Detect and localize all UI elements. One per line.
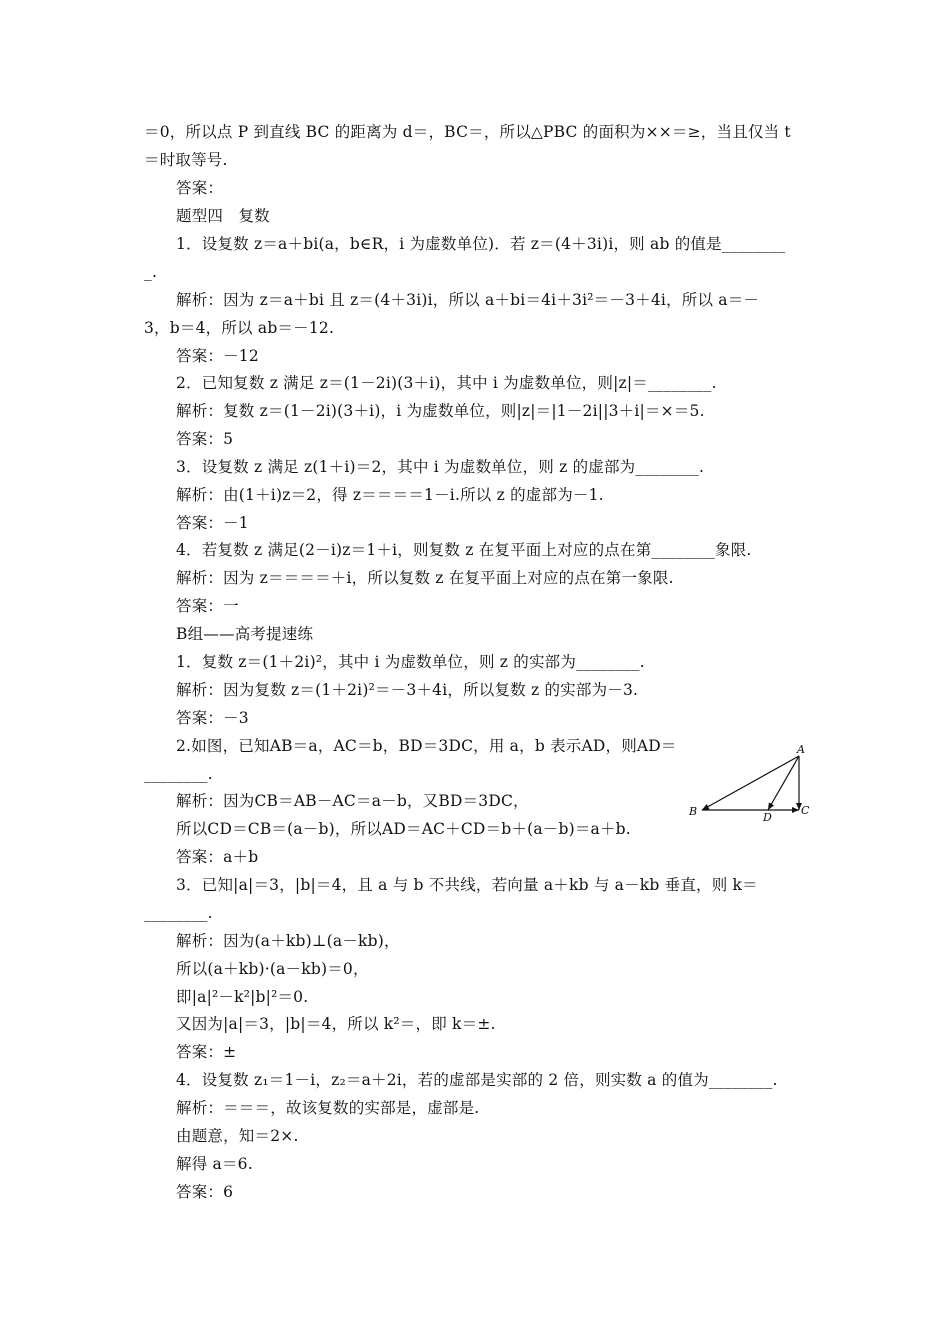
section-heading: B组——高考提速练 [176, 625, 314, 643]
solution-line: 所以CD＝CB＝(a－b)，所以AD＝AC＋CD＝b＋(a－b)＝a＋b. [176, 820, 631, 838]
solution-line: 解析：由(1＋i)z＝2，得 z＝＝＝＝1－i.所以 z 的虚部为－1. [176, 486, 604, 504]
solution-line: 解析：＝＝＝，故该复数的实部是，虚部是. [176, 1099, 480, 1117]
solution-line: 解析：因为 z＝＝＝＝＋i，所以复数 z 在复平面上对应的点在第一象限. [176, 569, 674, 587]
solution-line: 解析：因为(a＋kb)⊥(a－kb)， [176, 932, 400, 950]
answer-line: 答案：－12 [176, 347, 259, 365]
solution-line: 解析：复数 z＝(1－2i)(3＋i)，i 为虚数单位，则|z|＝|1－2i||3＋i|＝×＝5. [176, 402, 705, 420]
answer-line: 答案：一 [176, 597, 239, 615]
solution-line: 又因为|a|＝3，|b|＝4，所以 k²＝，即 k＝±. [176, 1015, 496, 1033]
text-line: ＝0，所以点 P 到直线 BC 的距离为 d＝，BC＝，所以△PBC 的面积为××＝≥，当且仅当 t [144, 123, 791, 141]
question-line: 2.如图，已知AB＝a，AC＝b，BD＝3DC，用 a，b 表示AD，则AD＝ [176, 737, 677, 755]
answer-line: 答案：6 [176, 1183, 234, 1201]
solution-line: 解析：因为 z＝a＋bi 且 z＝(4＋3i)i，所以 a＋bi＝4i＋3i²＝－3＋4i，所以 a＝－ [176, 291, 760, 309]
text-line: _. [144, 263, 158, 281]
label-a: A [797, 743, 805, 756]
question-line: 1．复数 z＝(1＋2i)²，其中 i 为虚数单位，则 z 的实部为________. [176, 653, 645, 671]
text-line: ________. [144, 904, 213, 922]
text-line: 答案： [176, 179, 224, 197]
answer-line: 答案：5 [176, 430, 234, 448]
text-line: 3，b＝4，所以 ab＝－12. [144, 319, 335, 337]
question-line: 1．设复数 z＝a＋bi(a，b∈R，i 为虚数单位)．若 z＝(4＋3i)i，则 ab 的值是________ [176, 235, 786, 253]
answer-line: 答案：－1 [176, 514, 249, 532]
label-c: C [801, 804, 810, 817]
question-line: 4．设复数 z₁＝1－i，z₂＝a＋2i，若的虚部是实部的 2 倍，则实数 a 的值为________. [176, 1071, 778, 1089]
question-line: 2．已知复数 z 满足 z＝(1－2i)(3＋i)，其中 i 为虚数单位，则|z|＝________. [176, 374, 717, 392]
answer-line: 答案：a＋b [176, 848, 259, 866]
text-line: ＝时取等号. [144, 151, 228, 169]
vector-ab [702, 756, 799, 810]
label-d: D [763, 811, 772, 824]
answer-line: 答案：± [176, 1043, 237, 1061]
solution-line: 解析：因为复数 z＝(1＋2i)²＝－3＋4i，所以复数 z 的实部为－3. [176, 681, 639, 699]
solution-line: 解得 a＝6. [176, 1155, 253, 1173]
question-line: 3．设复数 z 满足 z(1＋i)＝2，其中 i 为虚数单位，则 z 的虚部为________. [176, 458, 705, 476]
solution-line: 解析：因为CB＝AB－AC＝a－b，又BD＝3DC， [176, 792, 529, 810]
solution-line: 即|a|²－k²|b|²＝0. [176, 988, 309, 1006]
question-line: 4．若复数 z 满足(2－i)z＝1＋i，则复数 z 在复平面上对应的点在第________象限. [176, 541, 752, 559]
solution-line: 由题意，知＝2×. [176, 1127, 299, 1145]
question-line: 3．已知|a|＝3，|b|＝4，且 a 与 b 不共线，若向量 a＋kb 与 a－kb 垂直，则 k＝ [176, 876, 758, 894]
label-b: B [689, 805, 698, 818]
triangle-figure [684, 742, 816, 824]
text-line: ________. [144, 765, 213, 783]
solution-line: 所以(a＋kb)·(a－kb)＝0， [176, 960, 369, 978]
answer-line: 答案：－3 [176, 709, 249, 727]
section-heading: 题型四 复数 [176, 207, 270, 225]
